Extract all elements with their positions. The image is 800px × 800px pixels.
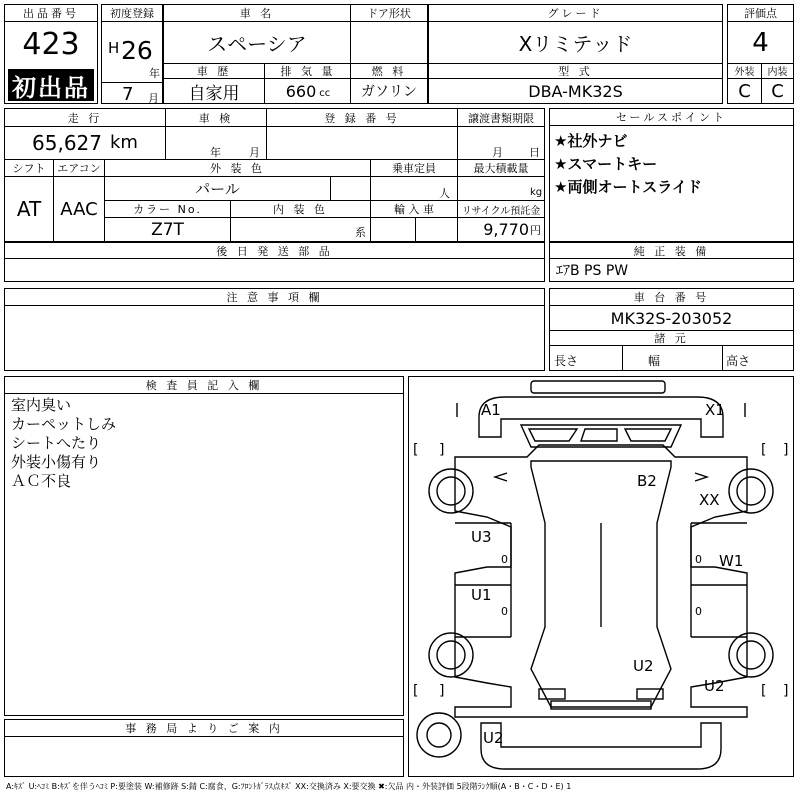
recycle-value-wrap — [458, 218, 544, 241]
bracket-right-lower-open: [ — [761, 683, 767, 699]
load-unit: kg — [530, 187, 543, 198]
bracket-right-upper-close: ] — [783, 442, 789, 458]
displacement-label: 排 気 量 — [265, 63, 351, 79]
grade-label: グレード — [429, 5, 722, 22]
genuine-equipment-value: ｴｱB PS PW — [556, 263, 629, 279]
displacement-unit: cc — [319, 87, 331, 99]
notes-field-box — [4, 288, 545, 371]
damage-mark-right-front-door: W1 — [719, 552, 744, 570]
int-color-label: 内 装 色 — [273, 203, 328, 216]
damage-mark-rear-panel: U2 — [633, 657, 654, 675]
ext-color-value: パール — [195, 180, 240, 198]
genuine-equipment-label: 純 正 装 備 — [550, 243, 793, 259]
damage-mark-right-rear-quarter: U2 — [704, 677, 725, 695]
model-label: 型 式 — [429, 63, 722, 79]
bracket-left-lower-open: [ — [413, 683, 419, 699]
first-registration-label: 初度登録 — [102, 5, 162, 22]
load-label: 最大積載量 — [473, 162, 529, 175]
wheel-front-left — [429, 469, 473, 513]
score-label: 評価点 — [728, 5, 793, 22]
transfer-label: 譲渡書類期限 — [468, 111, 534, 125]
chassis-label: 車 台 番 号 — [550, 289, 793, 306]
mileage-label: 走 行 — [67, 111, 103, 125]
wheel-front-right — [729, 469, 773, 513]
shift-value: AT — [16, 197, 42, 221]
height-label: 高さ — [726, 354, 751, 368]
year-unit: 年 — [149, 67, 160, 80]
damage-mark-left-rear-door: U1 — [471, 586, 492, 604]
displacement-value: 660 — [285, 81, 317, 101]
notes-field-value — [5, 306, 544, 370]
rear-bumper-outline — [481, 723, 721, 769]
first-listing-badge: 初出品 — [8, 69, 94, 101]
sales-point-item: ★スマートキー — [554, 155, 658, 173]
inspector-note-line: 外装小傷有り — [11, 453, 102, 471]
year-value: 26 — [121, 36, 153, 65]
door-value — [351, 22, 427, 63]
ac-label: エアコン — [57, 162, 101, 175]
capacity-label: 乗車定員 — [392, 162, 436, 175]
bracket-right-lower-close: ] — [783, 683, 789, 699]
history-value: 自家用 — [188, 83, 240, 103]
lot-number-value: 423 — [22, 27, 80, 62]
later-parts-value — [5, 259, 544, 281]
office-guidance-label: 事 務 局 よ り ご 案 内 — [5, 720, 403, 737]
mileage-value: 65,627 — [32, 130, 102, 155]
month-value: 7 — [122, 84, 134, 105]
color-no-value: Z7T — [151, 219, 184, 240]
fuel-value: ガソリン — [361, 84, 417, 100]
transfer-month-unit: 月 — [492, 146, 503, 159]
recycle-value: 9,770 — [483, 220, 529, 239]
sales-point-item: ★社外ナビ — [554, 132, 628, 150]
bracket-left-upper-open: [ — [413, 442, 419, 458]
inspector-note-line: 室内臭い — [11, 396, 72, 414]
vehicle-details-box — [4, 108, 545, 242]
car-name-box — [163, 4, 428, 104]
mileage-unit: km — [110, 132, 138, 153]
color-no-label: カラー No. — [133, 203, 202, 216]
exterior-label: 外装 — [728, 63, 761, 79]
inspector-notes-label: 検 査 員 記 入 欄 — [5, 377, 403, 394]
door-zero-left-front: 0 — [501, 553, 508, 566]
fuel-label: 燃 料 — [351, 63, 427, 79]
bracket-left-upper-close: ] — [439, 442, 445, 458]
interior-value: C — [771, 80, 784, 102]
chassis-value: MK32S-203052 — [610, 308, 733, 328]
capacity-unit: 人 — [439, 187, 450, 200]
inspection-label: 車 検 — [198, 111, 234, 125]
recycle-label: リサイクル預託金 — [461, 205, 541, 217]
length-label: 長さ — [554, 354, 579, 368]
door-zero-right-front: 0 — [695, 553, 702, 566]
int-color-unit: 系 — [355, 226, 366, 239]
first-registration-box — [101, 4, 163, 104]
wheel-rear-left — [429, 633, 473, 677]
vehicle-diagram — [409, 377, 793, 776]
inspector-note-line: シートへたり — [11, 434, 102, 452]
score-value: 4 — [752, 27, 769, 58]
chassis-box — [549, 288, 794, 371]
width-label: 幅 — [648, 354, 661, 368]
transfer-day-unit: 日 — [529, 146, 540, 159]
history-label: 車 歴 — [164, 63, 264, 79]
wheel-rear-right — [729, 633, 773, 677]
front-windshield-outline — [521, 425, 681, 447]
damage-mark-left-front-door: U3 — [471, 528, 492, 546]
import-label: 輸 入 車 — [394, 203, 434, 216]
damage-code-legend: A:ｷｽﾞ U:ﾍｺﾐ B:ｷｽﾞを伴うﾍｺﾐ P:要塗装 W:補修跡 S:錆 C:腐食、G:ﾌﾛﾝﾄｶﾞﾗｽ点ｷｽﾞ XX:交換済み X:要交換 ✖:欠品 内・外装評価 5段階ﾗﾝｸ順(A・B・C・D・E) 1 — [6, 782, 572, 791]
exterior-value: C — [738, 80, 751, 102]
damage-mark-right-fender: XX — [699, 491, 720, 509]
later-parts-label: 後 日 発 送 部 品 — [5, 243, 544, 259]
door-label: ドア形状 — [351, 5, 427, 22]
score-box — [727, 4, 794, 104]
displacement-value-wrap — [265, 79, 351, 103]
office-guidance-box — [4, 719, 404, 777]
later-parts-box — [4, 242, 545, 282]
damage-mark-front-right: X1 — [705, 401, 725, 419]
bracket-left-lower-close: ] — [439, 683, 445, 699]
vehicle-diagram-box — [408, 376, 794, 777]
car-name-label: 車 名 — [164, 5, 350, 22]
ext-color-label: 外 装 色 — [210, 162, 265, 175]
door-zero-right-rear: 0 — [695, 605, 702, 618]
sales-points-box — [549, 108, 794, 242]
inspector-notes-box — [4, 376, 404, 716]
reg-no-label: 登 録 番 号 — [324, 111, 400, 125]
inspector-note-line: カーペットしみ — [11, 415, 117, 433]
grade-box — [428, 4, 723, 104]
spare-wheel — [417, 713, 461, 757]
front-bumper-outline — [531, 381, 665, 393]
mileage-value-wrap — [5, 126, 165, 159]
grade-value: Xリミテッド — [518, 32, 633, 56]
genuine-equipment-box — [549, 242, 794, 282]
reg-no-value — [267, 126, 457, 159]
car-name-value: スペーシア — [207, 32, 307, 56]
shift-label: シフト — [12, 162, 46, 175]
ac-value: AAC — [60, 198, 98, 220]
sales-point-item: ★両側オートスライド — [554, 178, 702, 196]
inspector-note-line: ＡＣ不良 — [11, 472, 72, 490]
damage-mark-hood-roof: B2 — [637, 472, 657, 490]
front-outline — [479, 397, 723, 437]
damage-mark-front-left: A1 — [481, 401, 501, 419]
lot-number-label: 出品番号 — [5, 5, 97, 22]
door-zero-left-rear: 0 — [501, 605, 508, 618]
damage-mark-rear-bumper: U2 — [483, 729, 504, 747]
month-unit: 月 — [148, 92, 159, 105]
notes-field-label: 注 意 事 項 欄 — [5, 289, 544, 306]
era-value: H — [108, 39, 120, 57]
recycle-unit: 円 — [530, 223, 541, 237]
bracket-right-upper-open: [ — [761, 442, 767, 458]
lot-number-box — [4, 4, 98, 104]
inspection-year-unit: 年 — [210, 146, 221, 159]
dimensions-label: 諸 元 — [550, 330, 793, 346]
model-value: DBA-MK32S — [528, 81, 623, 101]
sales-points-label: セールスポイント — [550, 109, 793, 126]
office-guidance-value — [5, 737, 403, 776]
inspection-month-unit: 月 — [249, 146, 260, 159]
interior-label: 内装 — [762, 63, 793, 79]
